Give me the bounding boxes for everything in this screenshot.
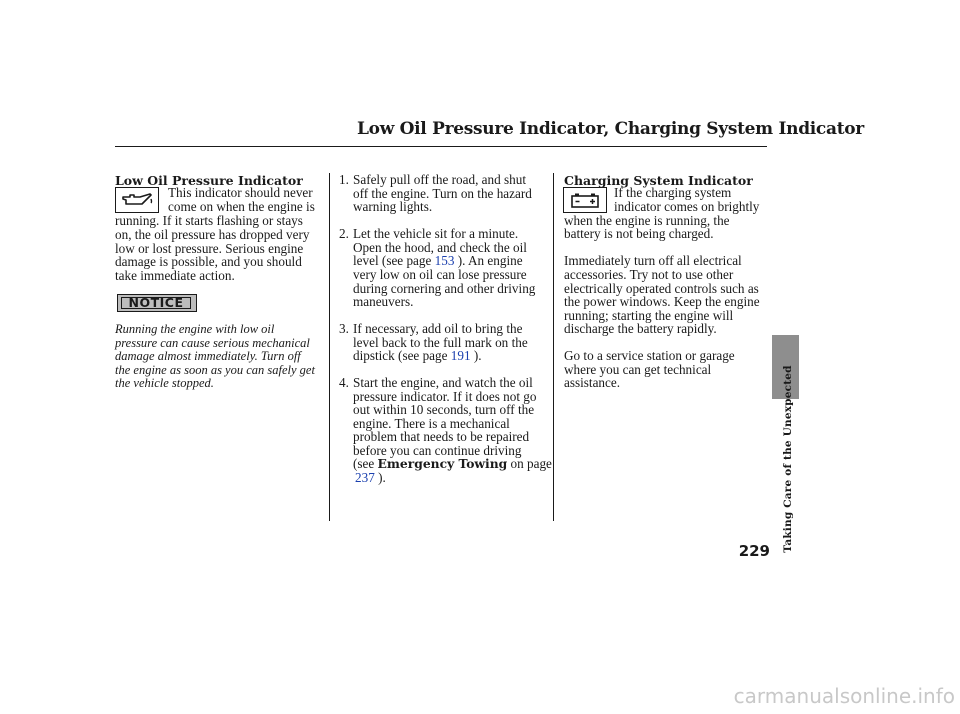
battery-icon [569, 191, 601, 209]
step-4-line-2: pressure indicator. If it does not go [353, 389, 537, 404]
step-2-line-5: during cornering and other driving [353, 281, 536, 296]
oil-intro-line-4: on, the oil pressure has dropped very [115, 227, 310, 242]
oil-indicator-box [115, 187, 159, 213]
step-4-line-8 [355, 471, 386, 484]
oil-intro-line-2: come on when the engine is [168, 199, 315, 214]
charging-line-3: when the engine is running, the [564, 213, 730, 228]
notice-line-5: the vehicle stopped. [115, 376, 214, 390]
title-rule [115, 146, 767, 147]
charging-para2-line-1: Immediately turn off all electrical [564, 253, 742, 268]
page-link-153[interactable]: 153 [434, 253, 455, 268]
oil-intro-line-7: take immediate action. [115, 268, 235, 283]
charging-line-1: If the charging system [614, 185, 732, 200]
step-2-line-4: very low on oil can lose pressure [353, 267, 527, 282]
notice-label: NOTICE [121, 297, 191, 309]
charging-para2-line-2: accessories. Try not to use other [564, 267, 734, 282]
notice-line-4: the engine as soon as you can safely get [115, 363, 315, 377]
step-3-text-end: ). [470, 348, 482, 363]
notice-line-1: Running the engine with low oil [115, 322, 275, 336]
charging-para2-line-5: running; starting the engine will [564, 308, 734, 323]
page-link-191[interactable]: 191 [450, 348, 471, 363]
step-4-number: 4. [339, 375, 349, 390]
step-1-number: 1. [339, 172, 349, 187]
charging-para3-line-3: assistance. [564, 375, 621, 390]
oil-intro-line-5: low or lost pressure. Serious engine [115, 241, 304, 256]
step-3-line-1: If necessary, add oil to bring the [353, 321, 523, 336]
step-1-line-2: off the engine. Turn on the hazard [353, 186, 532, 201]
step-4-on-page: on page [507, 456, 552, 471]
oil-intro-line-3: running. If it starts flashing or stays [115, 213, 303, 228]
page-number: 229 [738, 542, 770, 560]
step-2-text: level (see page [353, 253, 435, 268]
step-2-line-1: Let the vehicle sit for a minute. [353, 226, 519, 241]
step-4-line-5: problem that needs to be repaired [353, 429, 530, 444]
charging-indicator-box [563, 187, 607, 213]
oil-intro-line-1: This indicator should never [168, 185, 313, 200]
charging-para3-line-2: where you can get technical [564, 362, 712, 377]
notice-line-3: damage almost immediately. Turn off [115, 349, 301, 363]
step-2-line-2: Open the hood, and check the oil [353, 240, 527, 255]
step-4-line-7 [353, 457, 552, 470]
step-1-line-3: warning lights. [353, 199, 433, 214]
step-3-line-3 [353, 349, 482, 362]
charging-para2-line-3: electrically operated controls such as [564, 281, 759, 296]
watermark: carmanualsonline.info [733, 684, 955, 708]
charging-line-4: battery is not being charged. [564, 226, 714, 241]
oil-intro-line-6: damage is possible, and you should [115, 254, 302, 269]
oil-can-icon [120, 191, 154, 209]
charging-para3-line-1: Go to a service station or garage [564, 348, 735, 363]
emergency-towing-ref: Emergency Towing [377, 456, 508, 471]
step-1-line-1: Safely pull off the road, and shut [353, 172, 526, 187]
page-title: Low Oil Pressure Indicator, Charging System Indicator [357, 119, 864, 139]
notice-badge [117, 294, 197, 312]
step-3-text: dipstick (see page [353, 348, 451, 363]
column-divider-right [553, 173, 554, 521]
step-4-line-3: out within 10 seconds, turn off the [353, 402, 535, 417]
charging-line-2: indicator comes on brightly [614, 199, 760, 214]
step-3-number: 3. [339, 321, 349, 336]
step-2-text-end: ). An engine [454, 253, 523, 268]
step-2-line-6: maneuvers. [353, 294, 414, 309]
charging-para2-line-6: discharge the battery rapidly. [564, 321, 717, 336]
charging-heading: Charging System Indicator [564, 173, 753, 188]
section-label: Taking Care of the Unexpected [782, 365, 794, 553]
step-4-line-1: Start the engine, and watch the oil [353, 375, 533, 390]
oil-heading: Low Oil Pressure Indicator [115, 173, 303, 188]
step-2-number: 2. [339, 226, 349, 241]
notice-line-2: pressure can cause serious mechanical [115, 336, 310, 350]
step-2-line-3 [353, 254, 523, 267]
step-4-end: ). [374, 470, 386, 485]
step-3-line-2: level back to the full mark on the [353, 335, 528, 350]
page-link-237[interactable]: 237 [355, 470, 375, 485]
step-4-line-6: before you can continue driving [353, 443, 522, 458]
charging-para2-line-4: the power windows. Keep the engine [564, 294, 760, 309]
step-4-see: (see [353, 456, 378, 471]
column-divider-left [329, 173, 330, 521]
step-4-line-4: engine. There is a mechanical [353, 416, 510, 431]
